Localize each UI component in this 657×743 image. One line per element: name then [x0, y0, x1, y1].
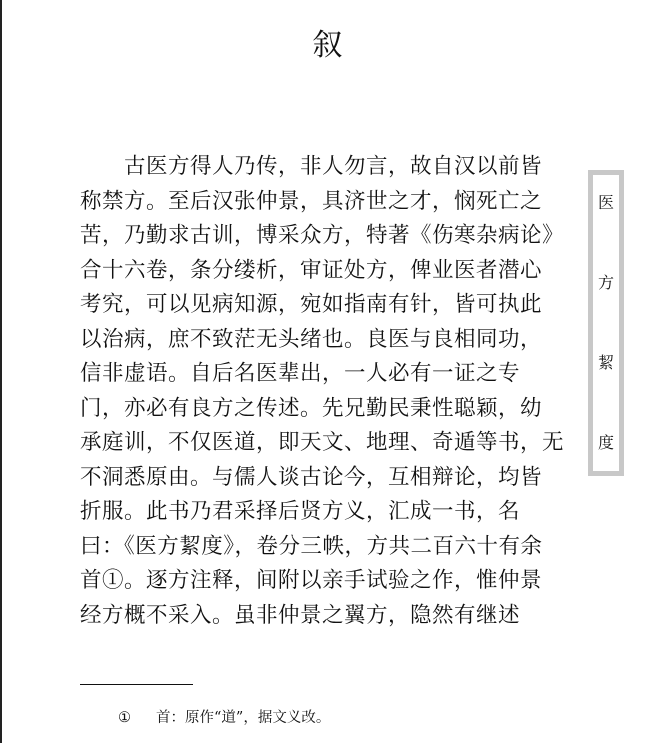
- footnote-text: 首：原作“道”，据文义改。: [156, 710, 331, 726]
- text-line: 苦，乃勤求古训，博采众方，特著《伤寒杂病论》: [80, 223, 565, 248]
- text-line: 信非虚语。自后名医辈出，一人必有一证之专: [80, 361, 521, 386]
- text-line: 合十六卷，条分缕析，审证处方，俾业医者潜心: [80, 257, 543, 283]
- text-line: 古医方得人乃传，非人勿言，故自汉以前皆: [124, 154, 543, 179]
- footnote: [118, 706, 330, 727]
- body-text: [80, 150, 580, 633]
- footnote-divider: [80, 684, 193, 685]
- text-line: 承庭训，不仅医道，即天文、地理、奇遁等书，无: [80, 430, 565, 455]
- text-line: 经方概不采入。虽非仲景之翼方，隐然有继述: [80, 602, 521, 628]
- text-line: 不洞悉原由。与儒人谈古论今，互相辩论，均皆: [80, 464, 543, 490]
- text-line: 曰：《医方絜度》，卷分三帙，方共二百六十有余: [80, 533, 543, 559]
- page-title: 叙: [312, 28, 345, 63]
- text-line: 称禁方。至后汉张仲景，具济世之才，悯死亡之: [80, 188, 543, 214]
- text-line: 考究，可以见病知源，宛如指南有针，皆可执此: [80, 292, 543, 317]
- footnote-marker: ①: [118, 710, 131, 726]
- text-line: 首①。逐方注释，间附以亲手试验之作，惟仲景: [80, 568, 543, 593]
- side-label-char: 方: [597, 273, 614, 292]
- side-label-char: 医: [597, 193, 614, 212]
- side-label-char: 度: [597, 433, 614, 452]
- text-line: 折服。此书乃君采择后贤方义，汇成一书，名: [80, 499, 521, 524]
- book-title-side-label: [588, 170, 624, 476]
- page-left-border: [0, 0, 2, 743]
- side-label-char: 絜: [597, 353, 614, 372]
- text-line: 以治病，庶不致茫无头绪也。良医与良相同功，: [80, 326, 543, 352]
- text-line: 门，亦必有良方之传述。先兄勤民秉性聪颖，幼: [80, 395, 543, 421]
